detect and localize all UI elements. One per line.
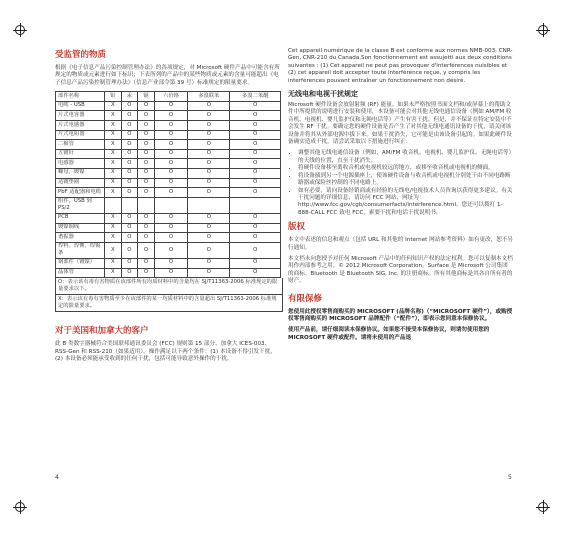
table-note-o: O：表示该有毒有害物质在该部件所有均质材料中的含量均在 SJ/T11363-2006 标准规定的限量要求以下。	[55, 278, 283, 295]
substance-cell: O	[121, 101, 138, 111]
substance-cell: O	[138, 101, 155, 111]
substance-cell: O	[188, 121, 230, 131]
registration-mark-top-right	[536, 23, 550, 37]
column-header: 多溴联苯	[188, 92, 230, 102]
substance-cell: O	[154, 159, 188, 169]
list-item: • 将硬件设备移至离收音机或电视机较远的地方，或移至收音机或电视机的侧面。	[298, 165, 513, 172]
substance-cell: O	[154, 168, 188, 178]
substance-cell: O	[230, 242, 281, 258]
part-name-cell: 适镀垫圈	[56, 178, 105, 188]
substance-cell: O	[138, 242, 155, 258]
substance-cell: O	[154, 223, 188, 233]
substance-cell: O	[138, 149, 155, 159]
substance-cell: O	[138, 213, 155, 223]
warranty-text-1: 您使用此授权零售商购买的 MICROSOFT (品牌名称)（“MICROSOFT 硬件”），或购授权零售商购买的 MICROSOFT 品牌配件（“配件”），即表示您同意本保修协议。	[288, 308, 513, 322]
substance-cell: O	[154, 101, 188, 111]
substance-cell: O	[121, 111, 138, 121]
substance-cell: O	[121, 188, 138, 198]
table-row	[56, 213, 281, 223]
column-header: 多溴二苯醚	[230, 92, 281, 102]
part-name-cell: 电感器	[56, 159, 105, 169]
part-name-cell: PCB	[56, 213, 105, 223]
substance-cell: O	[230, 101, 281, 111]
substance-cell: O	[188, 213, 230, 223]
substance-cell: O	[188, 242, 230, 258]
substance-cell: O	[154, 188, 188, 198]
substance-cell: O	[154, 258, 188, 268]
left-page	[55, 48, 280, 367]
part-name-cell: 组件，USB 到 PS/2	[56, 197, 105, 213]
substance-cell: O	[121, 168, 138, 178]
registration-mark-bottom-left	[13, 500, 27, 514]
page-number-left: 4	[55, 474, 59, 481]
substance-cell: O	[138, 130, 155, 140]
table-row	[56, 168, 281, 178]
substance-cell: O	[230, 178, 281, 188]
column-header: 镉	[138, 92, 155, 102]
table-row	[56, 242, 281, 258]
substance-cell	[138, 197, 155, 213]
part-name-cell: 钢部件（镀镍）	[56, 258, 105, 268]
list-item: • 如有必要，请向设备经销商或有经验的无线电/电视技术人员咨询以获得更多建议。有关干扰问题的详细信息，请访问 FCC 网站，网址为：http://www.fcc.gov/cgb/consumerfacts/interference.html。您还可以拨打 1-888-CALL FCC 致电 FCC，索要干扰和电话干扰说明书。	[298, 188, 513, 218]
copyright-text-2: 本文档未向您授予对任何 Microsoft 产品中的任何知识产权的法定权利。您可以复制本文档用作内部参考之用。© 2012 Microsoft Corporation。Surface 是 Microsoft 公司集团的商标。Bluetooth 是 Bluetooth SIG, Inc. 的注册商标。所有其他商标是其各自所有者的财产。	[288, 255, 513, 285]
table-row	[56, 268, 281, 278]
table-note-x: X：表示该有毒有害物质至少在该部件的某一均质材料中的含量超出 SJ/T11363-2006 标准规定的限量要求。	[55, 295, 283, 312]
us-canada-heading: 对于美国和加拿大的客户	[55, 326, 149, 337]
part-name-cell: PbF 适配器和电缆	[56, 188, 105, 198]
substance-cell: O	[230, 130, 281, 140]
substance-cell: O	[230, 121, 281, 131]
substance-cell: O	[121, 159, 138, 169]
table-row	[56, 188, 281, 198]
table-row	[56, 258, 281, 268]
substance-cell: O	[188, 223, 230, 233]
part-name-cell: 谐振器	[56, 233, 105, 243]
substance-cell: O	[188, 178, 230, 188]
column-header: 铅	[105, 92, 122, 102]
part-name-cell: 螺母，镀镍	[56, 168, 105, 178]
part-name-cell: 焊料、焊膏、焊锡条	[56, 242, 105, 258]
table-row	[56, 178, 281, 188]
substance-cell: X	[105, 258, 122, 268]
substance-cell: O	[230, 223, 281, 233]
registration-mark-top-left	[13, 23, 27, 37]
copyright-text-1: 本文中表述的信息和观点（包括 URL 和其他的 Internet 网站参考资料）如有更改，恕不另行通知。	[288, 237, 514, 251]
substance-cell: X	[105, 101, 122, 111]
substance-cell: O	[154, 268, 188, 278]
hazardous-substances-table	[55, 91, 281, 278]
substance-cell: O	[154, 140, 188, 150]
substance-cell: O	[138, 268, 155, 278]
substance-cell: O	[121, 242, 138, 258]
substance-cell: O	[154, 178, 188, 188]
substance-cell: X	[105, 242, 122, 258]
substance-cell: O	[154, 213, 188, 223]
substance-cell: O	[138, 223, 155, 233]
substance-cell: O	[138, 178, 155, 188]
substance-cell: O	[230, 149, 281, 159]
substance-cell: X	[105, 130, 122, 140]
part-name-cell: 二极管	[56, 140, 105, 150]
us-canada-text: 此 B 类数字器械符合美国联邦通讯委员会 (FCC) 规则第 15 部分、加拿大 ICES-003、RSS-Gen 和 RSS-210（如果适用）。操作满足以下两个条件：(1) 本设备不得引发干扰，(2) 本设备必须能承受收到的任何干扰，包括可能导致意外操作的干扰。	[55, 341, 276, 362]
substance-cell: O	[188, 233, 230, 243]
substance-cell: O	[121, 213, 138, 223]
substance-cell: O	[121, 178, 138, 188]
substance-cell: O	[154, 149, 188, 159]
copyright-heading: 版权	[288, 222, 306, 233]
table-body	[56, 101, 281, 277]
regulated-substances-intro: 根据《电子信息产品污染控制管理办法》的各项规定，对 Microsoft 硬件产品中可能含有所规定的物质或元素进行如下标识；下表所列的产品中的某些物质或元素的含量可能超出《电子信息产品污染控制管理办法》（信息产业部令第 39 号）标准规定的限量要求。	[55, 65, 280, 86]
part-name-cell: 镀镍铜线	[56, 223, 105, 233]
table-row	[56, 233, 281, 243]
substance-cell: O	[188, 149, 230, 159]
table-row	[56, 121, 281, 131]
substance-cell: O	[138, 121, 155, 131]
substance-cell: X	[105, 213, 122, 223]
substance-cell: O	[230, 268, 281, 278]
substance-cell	[188, 197, 230, 213]
rf-interference-list	[288, 150, 513, 217]
column-header: 六价铬	[154, 92, 188, 102]
substance-cell: O	[154, 130, 188, 140]
substance-cell	[230, 197, 281, 213]
substance-cell	[105, 197, 122, 213]
substance-cell: X	[105, 149, 122, 159]
substance-cell: O	[188, 159, 230, 169]
substance-cell: O	[121, 258, 138, 268]
list-item: • 将设备插到另一个电源插座上，使该硬件设备与收音机或电视机分别处于由不同电路断路器或保险丝控制的不同电路上。	[298, 173, 513, 188]
substance-cell: O	[138, 140, 155, 150]
regulated-substances-heading: 受监管的物质	[55, 50, 107, 60]
substance-cell: O	[230, 213, 281, 223]
registration-mark-bottom-right	[536, 500, 550, 514]
substance-cell: O	[121, 130, 138, 140]
table-row	[56, 111, 281, 121]
limited-warranty-heading: 有限保修	[288, 293, 323, 304]
substance-cell	[154, 197, 188, 213]
substance-cell: O	[230, 111, 281, 121]
substance-cell: X	[105, 233, 122, 243]
substance-cell: O	[121, 140, 138, 150]
list-item: • 调整其他无线电通信设备（例如，AM/FM 收音机、电视机、婴儿监护仪、无绳电话等）的天线的位置，直至干扰消失。	[298, 150, 513, 165]
substance-cell: O	[138, 258, 155, 268]
substance-cell: X	[105, 159, 122, 169]
substance-cell: O	[138, 159, 155, 169]
rf-interference-heading: 无线电和电视干扰规定	[288, 90, 358, 99]
substance-cell: O	[188, 188, 230, 198]
substance-cell: X	[105, 223, 122, 233]
table-row	[56, 159, 281, 169]
substance-cell: O	[121, 268, 138, 278]
substance-cell: O	[230, 233, 281, 243]
substance-cell: O	[154, 111, 188, 121]
page-number-right: 5	[508, 474, 512, 481]
column-header: 部件名称	[56, 92, 105, 102]
substance-cell: O	[188, 111, 230, 121]
table-row	[56, 130, 281, 140]
right-page	[288, 48, 513, 346]
substance-cell: O	[138, 111, 155, 121]
part-name-cell: 片式电感器	[56, 121, 105, 131]
column-header: 汞	[121, 92, 138, 102]
substance-cell: O	[138, 168, 155, 178]
substance-cell: O	[138, 233, 155, 243]
substance-cell: O	[188, 130, 230, 140]
substance-cell: O	[154, 121, 188, 131]
substance-cell: O	[188, 168, 230, 178]
warranty-text-2: 使用产品前，请仔细阅读本保修协议。如果您不接受本保修协议，则请勿使用您的 MICROSOFT 硬件或配件。请将未使用的产品退	[288, 327, 490, 341]
substance-cell: O	[188, 258, 230, 268]
substance-cell: O	[188, 268, 230, 278]
substance-cell: X	[105, 121, 122, 131]
substance-cell: X	[105, 140, 122, 150]
table-header-row	[56, 92, 281, 102]
table-row	[56, 197, 281, 213]
table-row	[56, 223, 281, 233]
substance-cell: O	[230, 159, 281, 169]
substance-cell: O	[188, 140, 230, 150]
table-row	[56, 101, 281, 111]
part-name-cell: 晶体管	[56, 268, 105, 278]
substance-cell	[121, 197, 138, 213]
substance-cell: O	[121, 149, 138, 159]
substance-cell: O	[230, 188, 281, 198]
substance-cell: X	[105, 111, 122, 121]
substance-cell: X	[105, 178, 122, 188]
substance-cell: O	[188, 101, 230, 111]
french-compliance-text: Cet appareil numérique de la classe B est conforme aux normes NMB-003, CNR-Gen, CNR-210 du Canada.Son fonctionnement est assujetti aux deux conditions suivantes : (1) Cet appareil ne peut pas provoquer d'interférences nuisibles et (2) cet appareil doit accepter toute interférence reçue, y compris les interférences pouvant entraîner un fonctionnement non désiré.	[288, 48, 513, 84]
part-name-cell: 片式电容器	[56, 111, 105, 121]
table-row	[56, 149, 281, 159]
substance-cell: O	[230, 140, 281, 150]
substance-cell: O	[138, 188, 155, 198]
substance-cell: O	[230, 258, 281, 268]
rf-interference-text: Microsoft 硬件设备会放射射频 (RF) 能量。如果未严格按照书面文档和/或屏幕上的帮助文件中所提供的说明进行安装和使用，本设备可能会对其他无线电通信设备（例如 AM/FM 收音机、电视机、婴儿监护仪和无绳电话等）产生有害干扰。但是，并不保证在特定安装中不会发生 RF 干扰。要确定您的硬件设备是否产生了对其他无线电通讯设备的干扰，请关闭该设备并将其从外部电源中拔下来。如果干扰消失，它可能是由该设备引起的。如果此硬件设备确实造成干扰，请尝试采取以下措施进行纠正：	[288, 102, 512, 146]
table-row	[56, 140, 281, 150]
substance-cell: O	[121, 121, 138, 131]
substance-cell: O	[230, 168, 281, 178]
part-name-cell: 电缆 - USB	[56, 101, 105, 111]
part-name-cell: 五镀针	[56, 149, 105, 159]
substance-cell: X	[105, 268, 122, 278]
substance-cell: O	[154, 242, 188, 258]
substance-cell: X	[105, 188, 122, 198]
substance-cell: O	[154, 233, 188, 243]
substance-cell: O	[121, 223, 138, 233]
substance-cell: O	[121, 233, 138, 243]
substance-cell: X	[105, 168, 122, 178]
part-name-cell: 片式电阻器	[56, 130, 105, 140]
